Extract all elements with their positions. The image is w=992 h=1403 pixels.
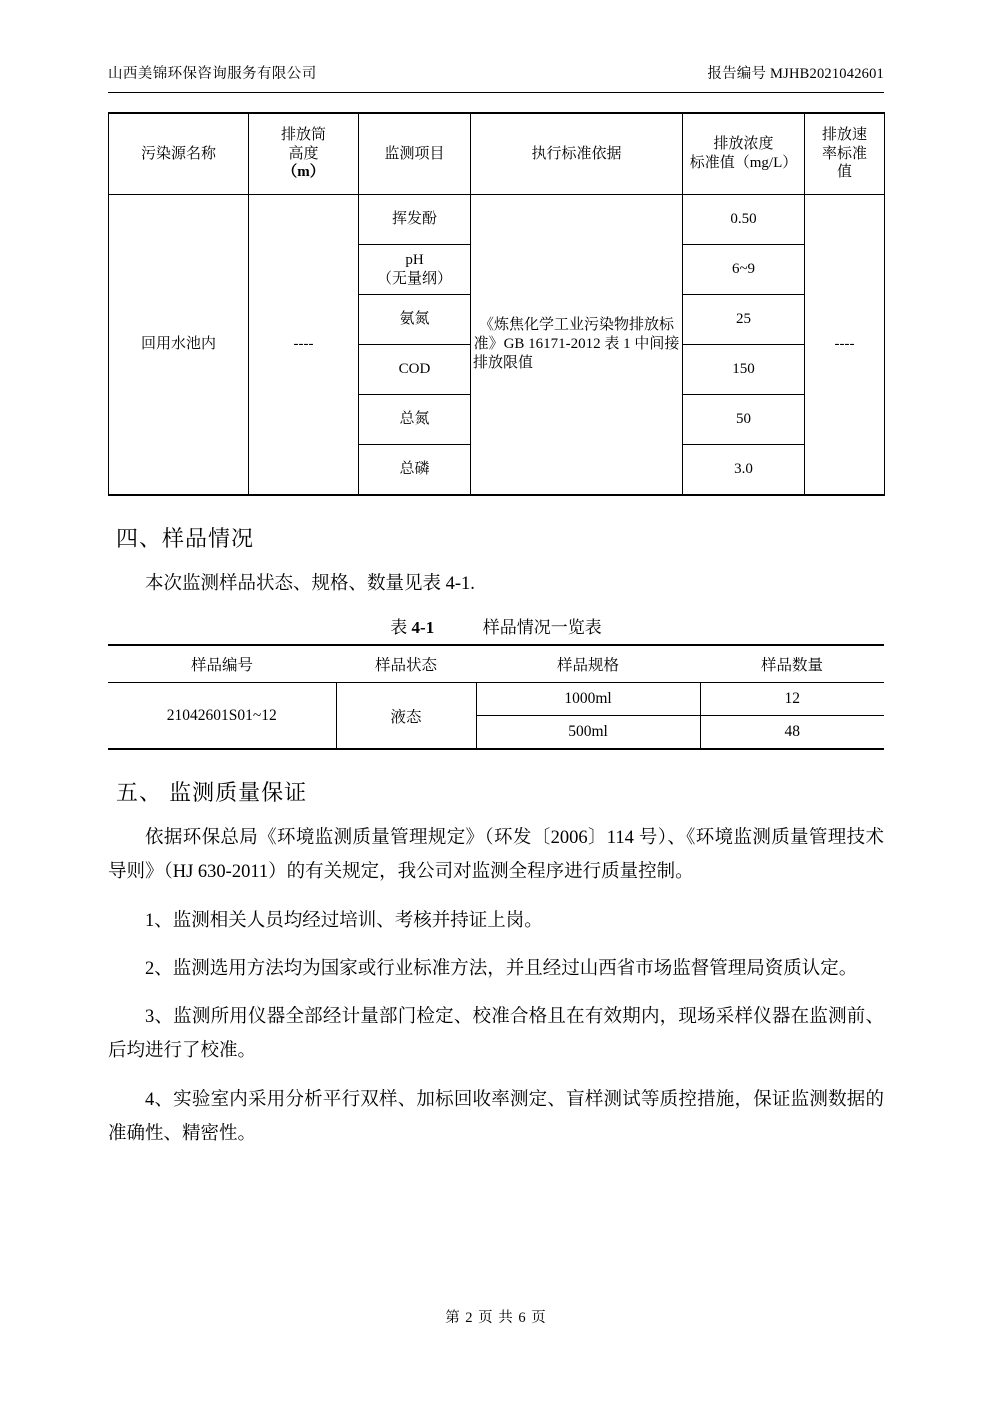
th-standard-basis: 执行标准依据 [471,113,683,195]
cell-item: 氨氮 [359,295,471,345]
cell-item: 挥发酚 [359,195,471,245]
section-4-heading: 四、样品情况 [116,526,255,551]
page-content [108,112,884,1151]
cell-item: 总氮 [359,395,471,445]
cell-item: COD [359,345,471,395]
cell-source-name: 回用水池内 [109,195,249,496]
section-5-paragraph-3: 2、监测选用方法均为国家或行业标准方法，并且经过山西省市场监督管理局资质认定。 [145,958,858,979]
cell-value: 150 [683,345,805,395]
cell-stack-height: ---- [249,195,359,496]
section-5-paragraph-1: 依据环保总局《环境监测质量管理规定》（环发〔2006〕114 号）、《环境监测质量管理技术导则》（HJ 630-2011）的有关规定，我公司对监测全程序进行质量控制。 [108,828,884,883]
section-5-paragraph-4: 3、监测所用仪器全部经计量部门检定、校准合格且在有效期内，现场采样仪器在监测前、后均进行了校准。 [108,1007,884,1062]
cell-sample-no: 21042601S01~12 [108,683,336,750]
th-monitor-item: 监测项目 [359,113,471,195]
cell-value: 3.0 [683,445,805,496]
section-5-heading: 五、 监测质量保证 [116,780,308,806]
th-concentration-standard: 排放浓度 标准值（mg/L） [683,113,805,195]
th-sample-no: 样品编号 [108,645,336,683]
page-header [108,62,884,83]
cell-value: 50 [683,395,805,445]
section-4-intro: 本次监测样品状态、规格、数量见表 4-1. [145,574,475,594]
th-source-name: 污染源名称 [109,113,249,195]
th-sample-qty: 样品数量 [700,645,884,683]
caption-number: 4-1 [411,618,435,638]
section-5-paragraph-5: 4、实验室内采用分析平行双样、加标回收率测定、盲样测试等质控措施，保证监测数据的准确性、精密性。 [108,1089,884,1144]
cell-sample-spec: 1000ml [476,683,700,716]
cell-sample-state: 液态 [336,683,476,750]
cell-value: 25 [683,295,805,345]
cell-item: pH （无量纲） [359,245,471,295]
header-report-number: 报告编号 MJHB2021042601 [707,66,884,82]
caption-prefix: 表 [390,618,408,638]
page-footer: 第 2 页 共 6 页 [445,1310,547,1326]
emission-standard-table [108,112,885,496]
table-row [109,195,885,245]
header-divider [108,92,884,93]
th-sample-state: 样品状态 [336,645,476,683]
table-header-row [109,113,885,195]
header-company: 山西美锦环保咨询服务有限公司 [108,66,317,82]
cell-item: 总磷 [359,445,471,496]
th-rate-standard: 排放速 率标准 值 [805,113,885,195]
cell-rate-standard: ---- [805,195,885,496]
table-4-1-caption [108,613,884,638]
sample-summary-table [108,644,884,750]
section-5-paragraph-2: 1、监测相关人员均经过培训、考核并持证上岗。 [145,910,543,931]
th-stack-height: 排放筒 高度 （m） [249,113,359,195]
cell-sample-spec: 500ml [476,716,700,750]
cell-value: 6~9 [683,245,805,295]
table-header-row [108,645,884,683]
cell-sample-qty: 12 [700,683,884,716]
table-row [108,683,884,716]
cell-value: 0.50 [683,195,805,245]
cell-sample-qty: 48 [700,716,884,750]
th-sample-spec: 样品规格 [476,645,700,683]
caption-title: 样品情况一览表 [482,618,602,638]
cell-standard-basis: 《炼焦化学工业污染物排放标准》GB 16171-2012 表 1 中间接排放限值 [471,195,683,496]
